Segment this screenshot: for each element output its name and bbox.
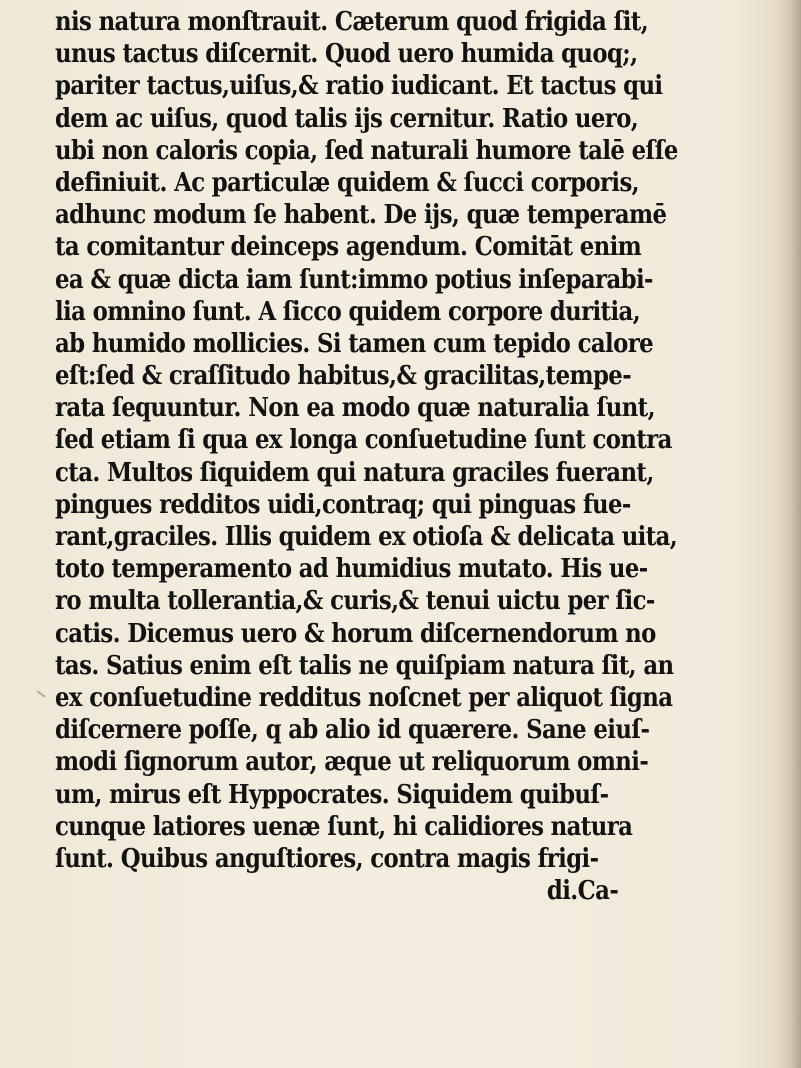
- text-line: lia omnino ſunt. A ſicco quidem corpore duritia,: [55, 295, 641, 327]
- catchword: di.Ca-: [546, 875, 619, 907]
- text-line: ex conſuetudine redditus noſcnet per aliquot ſigna: [55, 681, 673, 713]
- stray-mark: [36, 690, 45, 697]
- text-line: modi ſignorum autor, æque ut reliquorum omni-: [55, 746, 649, 778]
- text-line: adhunc modum ſe habent. De ijs, quæ temperamē: [55, 199, 667, 231]
- text-line: pariter tactus,uiſus,& ratio iudicant. Et tactus qui: [55, 70, 663, 102]
- text-line: tas. Satius enim eſt talis ne quiſpiam natura ſit, an: [55, 649, 674, 681]
- page-edge-shadow: [779, 0, 801, 1068]
- text-line: pingues redditos uidi,contraq; qui pinguas fue-: [55, 488, 631, 520]
- text-line: um, mirus eſt Hyppocrates. Siquidem quibuſ-: [55, 778, 609, 810]
- text-line: cta. Multos ſiquidem qui natura graciles fuerant,: [55, 456, 654, 488]
- text-line: toto temperamento ad humidius mutato. His ue-: [55, 553, 648, 585]
- text-block: [55, 6, 775, 907]
- text-line: ſunt. Quibus anguſtiores, contra magis frigi-: [55, 842, 599, 874]
- text-line: ſed etiam ſi qua ex longa conſuetudine ſunt contra: [55, 424, 672, 456]
- text-line: rata ſequuntur. Non ea modo quæ naturalia ſunt,: [55, 392, 655, 424]
- text-line: nis natura monſtrauit. Cæterum quod frigida ſit,: [55, 6, 649, 37]
- text-line: diſcernere poſſe, q ab alio id quærere. Sane eiuſ-: [55, 714, 650, 746]
- text-line: unus tactus diſcernit. Quod uero humida quoq;,: [55, 38, 638, 70]
- text-line: ab humido mollicies. Si tamen cum tepido calore: [55, 327, 654, 359]
- text-line: cunque latiores uenæ ſunt, hi calidiores natura: [55, 810, 633, 842]
- text-line: ubi non caloris copia, ſed naturali humore talē eſſe: [55, 134, 678, 166]
- text-line: ea & quæ dicta iam ſunt:immo potius inſeparabi-: [55, 263, 653, 295]
- text-line: catis. Dicemus uero & horum diſcernendorum no: [55, 617, 656, 649]
- text-line: eſt:ſed & craſſitudo habitus,& gracilitas,tempe-: [55, 360, 632, 392]
- text-line: dem ac uiſus, quod talis ijs cernitur. Ratio uero,: [55, 102, 639, 134]
- text-line: ro multa tollerantia,& curis,& tenui uictu per ſic-: [55, 585, 655, 617]
- text-line: rant,graciles. Illis quidem ex otioſa & delicata uita,: [55, 521, 678, 552]
- text-line: definiuit. Ac particulæ quidem & ſucci corporis,: [55, 166, 640, 198]
- text-line: ta comitantur deinceps agendum. Comitāt enim: [55, 231, 642, 263]
